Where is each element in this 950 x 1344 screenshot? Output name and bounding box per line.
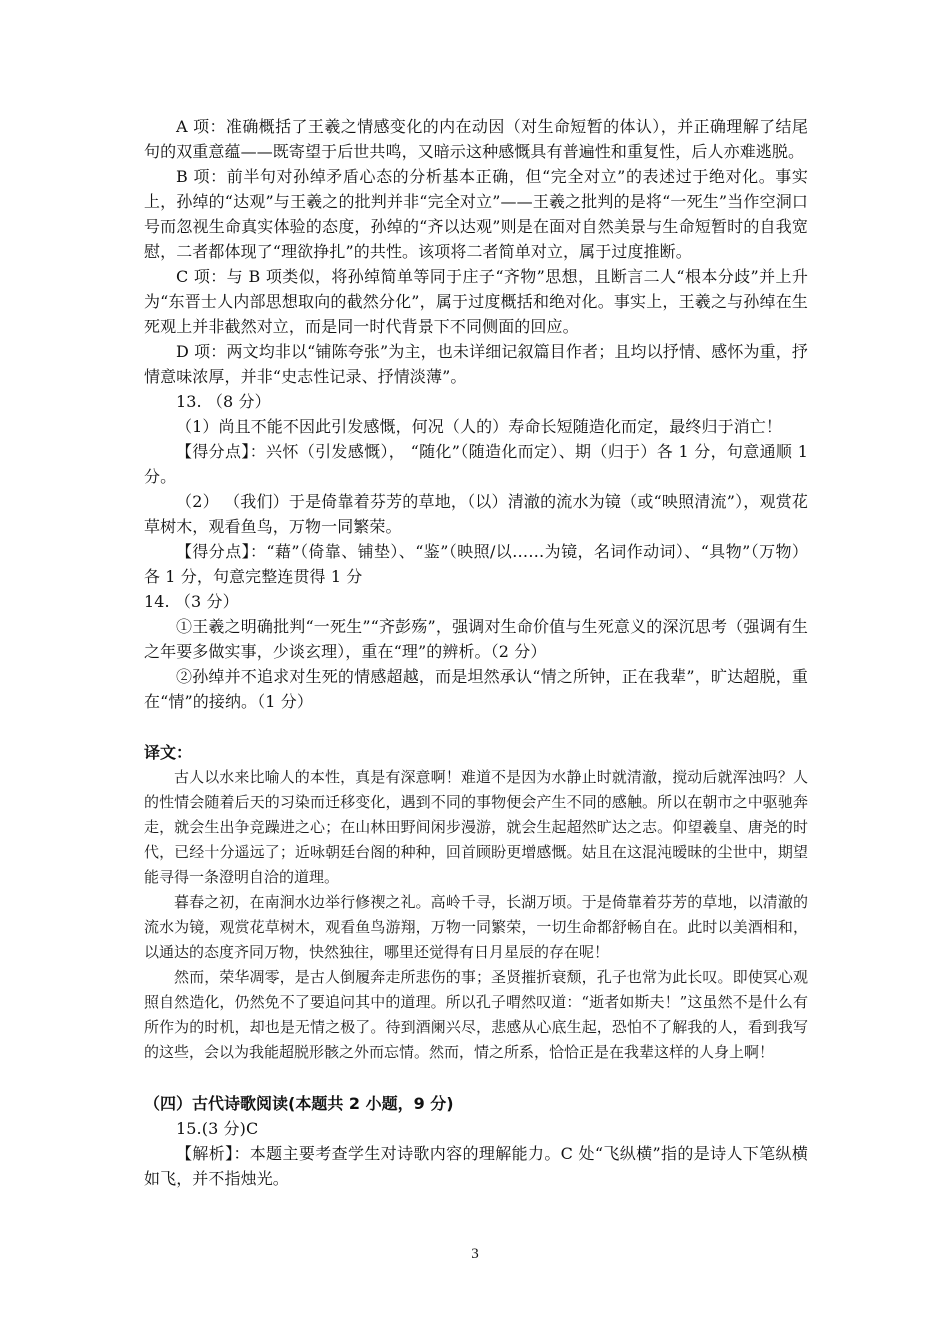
- question-13-header: 13. （8 分）: [176, 392, 271, 411]
- translation-paragraph-2: 暮春之初，在南涧水边举行修禊之礼。高岭千寻，长湖万顷。于是倚靠着芬芳的草地，以清澈的流水为镜，观赏花草树木，观看鱼鸟游翔，万物一同繁荣，一切生命都舒畅自在。此时以美酒相和，以通达的态度齐同万物，快然独往，哪里还觉得有日月星辰的存在呢！: [144, 893, 808, 961]
- question-13-part-2: （2） （我们）于是倚靠着芬芳的草地，（以）清澈的流水为镜（或“映照清流”），观赏花草树木，观看鱼鸟，万物一同繁荣。: [144, 492, 808, 536]
- translation-title: 译文：: [144, 743, 193, 762]
- question-13-part-1: （1）尚且不能不因此引发感慨，何况（人的）寿命长短随造化而定，最终归于消亡！: [176, 417, 782, 436]
- answer-item-c: C 项：与 B 项类似，将孙绰简单等同于庄子“齐物”思想，且断言二人“根本分歧”并上升为“东晋士人内部思想取向的截然分化”，属于过度概括和绝对化。事实上，王羲之与孙绰在生死观上并非截然对立，而是同一时代背景下不同侧面的回应。: [144, 267, 808, 336]
- answer-item-a: A 项：准确概括了王羲之情感变化的内在动因（对生命短暂的体认），并正确理解了结尾句的双重意蕴——既寄望于后世共鸣，又暗示这种感慨具有普遍性和重复性，后人亦难逃脱。: [144, 117, 808, 161]
- question-14-point-1: ①王羲之明确批判“一死生”“齐彭殇”，强调对生命价值与生死意义的深沉思考（强调有生之年要多做实事，少谈玄理），重在“理”的辨析。（2 分）: [144, 617, 808, 661]
- page-content: [144, 114, 808, 1191]
- translation-paragraph-3: 然而，荣华凋零，是古人倒履奔走所悲伤的事；圣贤摧折衰颓，孔子也常为此长叹。即使冥心观照自然造化，仍然免不了要追问其中的道理。所以孔子喟然叹道：“逝者如斯夫！”这虽然不是什么有所作为的时机，却也是无情之极了。待到酒阑兴尽，悲感从心底生起，恐怕不了解我的人，看到我写的这些，会以为我能超脱形骸之外而忘情。然而，情之所系，恰恰正是在我辈这样的人身上啊！: [144, 968, 808, 1061]
- question-15-answer: 15.(3 分)C: [176, 1119, 259, 1138]
- question-13-part-2-scoring: 【得分点】：“藉”（倚靠、铺垫）、“鉴”（映照/以……为镜，名词作动词）、“具物”（万物）各 1 分，句意完整连贯得 1 分: [144, 542, 808, 586]
- question-13-part-1-scoring: 【得分点】：兴怀（引发感慨）， “随化”（随造化而定）、期（归于）各 1 分，句意通顺 1 分。: [144, 442, 808, 486]
- spacer: [144, 1065, 808, 1091]
- question-15-analysis: 【解析】：本题主要考查学生对诗歌内容的理解能力。C 处“飞纵横”指的是诗人下笔纵横如飞，并不指烛光。: [144, 1144, 808, 1188]
- section-4-heading: （四）古代诗歌阅读(本题共 2 小题，9 分): [144, 1094, 454, 1113]
- question-14-point-2: ②孙绰并不追求对生死的情感超越，而是坦然承认“情之所钟，正在我辈”，旷达超脱，重在“情”的接纳。（1 分）: [144, 667, 808, 711]
- page-number: 3: [471, 1246, 479, 1262]
- spacer: [144, 714, 808, 740]
- answer-item-d: D 项：两文均非以“铺陈夸张”为主，也未详细记叙篇目作者；且均以抒情、感怀为重，抒情意味浓厚，并非“史志性记录、抒情淡薄”。: [144, 342, 808, 386]
- answer-item-b: B 项：前半句对孙绰矛盾心态的分析基本正确，但“完全对立”的表述过于绝对化。事实上，孙绰的“达观”与王羲之的批判并非“完全对立”——王羲之批判的是将“一死生”当作空洞口号而忽视生命真实体验的态度，孙绰的“齐以达观”则是在面对自然美景与生命短暂时的自我宽慰，二者都体现了“理欲挣扎”的共性。该项将二者简单对立，属于过度推断。: [144, 167, 808, 261]
- question-14-header: 14. （3 分）: [144, 592, 239, 611]
- translation-paragraph-1: 古人以水来比喻人的本性，真是有深意啊！难道不是因为水静止时就清澈，搅动后就浑浊吗？人的性情会随着后天的习染而迁移变化，遇到不同的事物便会产生不同的感触。所以在朝市之中驱驰奔走，就会生出争竞躁进之心；在山林田野间闲步漫游，就会生起超然旷达之志。仰望羲皇、唐尧的时代，已经十分遥远了；近咏朝廷台阁的种种，回首顾盼更增感慨。姑且在这混沌暧昧的尘世中，期望能寻得一条澄明自洽的道理。: [144, 768, 808, 886]
